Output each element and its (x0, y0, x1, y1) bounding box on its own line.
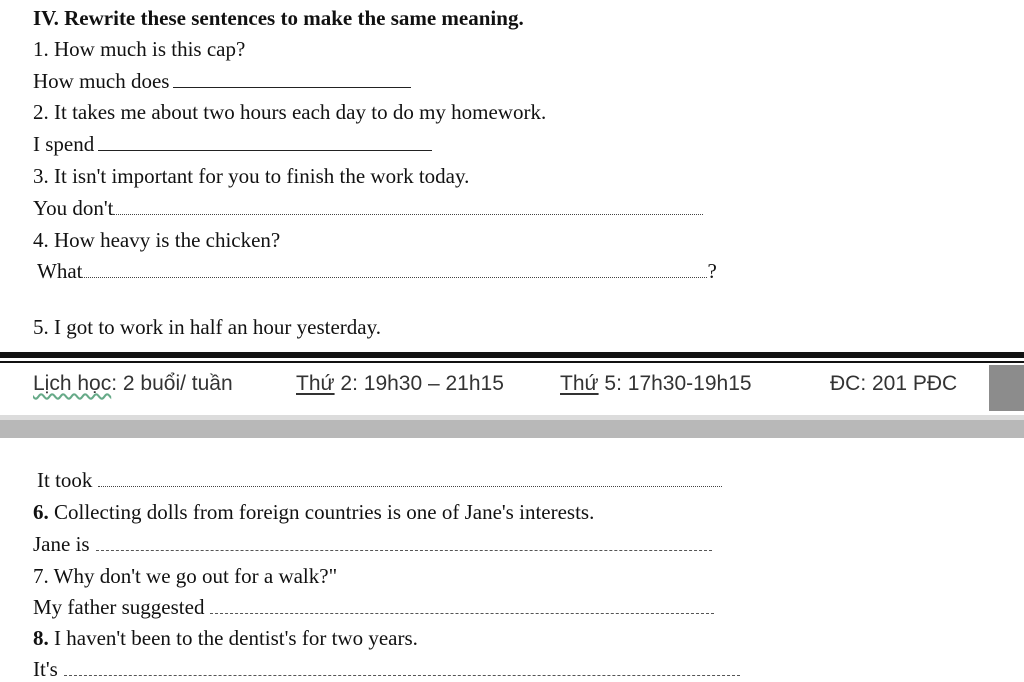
answer-line-6 (33, 531, 712, 557)
answer-line-1 (33, 68, 411, 94)
question-4: 4. How heavy is the chicken? (33, 228, 281, 252)
answer-suffix: ? (707, 259, 717, 283)
answer-prefix: It's (33, 657, 58, 681)
schedule-frequency (33, 372, 233, 396)
schedule-monday (296, 372, 504, 396)
divider-grey (0, 420, 1024, 438)
exercise-heading: IV. Rewrite these sentences to make the same meaning. (33, 6, 524, 30)
answer-line-4 (37, 258, 717, 284)
schedule-thursday (560, 372, 752, 396)
answer-prefix: Jane is (33, 532, 90, 556)
answer-line-8 (33, 656, 740, 682)
question-number: 8. (33, 626, 49, 650)
answer-prefix: You don't (33, 196, 114, 220)
divider-thick (0, 352, 1024, 358)
answer-line-7 (33, 594, 714, 620)
schedule-label: Lịch học (33, 372, 112, 395)
answer-prefix: How much does (33, 69, 170, 93)
answer-prefix: My father suggested (33, 595, 205, 619)
answer-blank[interactable] (173, 69, 411, 88)
answer-prefix: It took (37, 468, 93, 492)
answer-line-2 (33, 131, 432, 157)
day-time: 2: 19h30 – 21h15 (334, 372, 504, 395)
question-number: 6. (33, 500, 49, 524)
schedule-address: ĐC: 201 PĐC (830, 372, 958, 395)
answer-blank[interactable] (82, 259, 707, 278)
answer-blank[interactable] (210, 595, 714, 614)
question-text: I haven't been to the dentist's for two years. (48, 626, 418, 650)
question-3: 3. It isn't important for you to finish the work today. (33, 164, 470, 188)
day-time: 5: 17h30-19h15 (598, 372, 752, 395)
scrollbar-thumb[interactable] (989, 365, 1024, 411)
day-label: Thứ (560, 372, 599, 395)
answer-blank[interactable] (113, 196, 703, 215)
answer-prefix: I spend (33, 132, 95, 156)
answer-blank[interactable] (64, 657, 740, 676)
question-6 (33, 499, 594, 525)
question-5: 5. I got to work in half an hour yesterday. (33, 315, 381, 339)
schedule-frequency-text: : 2 buổi/ tuần (111, 372, 233, 395)
answer-line-3 (33, 195, 703, 221)
day-label: Thứ (296, 372, 335, 395)
question-1: 1. How much is this cap? (33, 37, 246, 61)
answer-line-5 (37, 467, 722, 493)
question-2: 2. It takes me about two hours each day to do my homework. (33, 100, 547, 124)
question-text: Collecting dolls from foreign countries is one of Jane's interests. (48, 500, 595, 524)
question-8 (33, 625, 418, 651)
answer-prefix: What (37, 259, 83, 283)
answer-blank[interactable] (98, 468, 722, 487)
answer-blank[interactable] (96, 532, 712, 551)
answer-blank[interactable] (98, 132, 432, 151)
question-7: 7. Why don't we go out for a walk?" (33, 564, 338, 588)
schedule-banner (0, 363, 1024, 415)
